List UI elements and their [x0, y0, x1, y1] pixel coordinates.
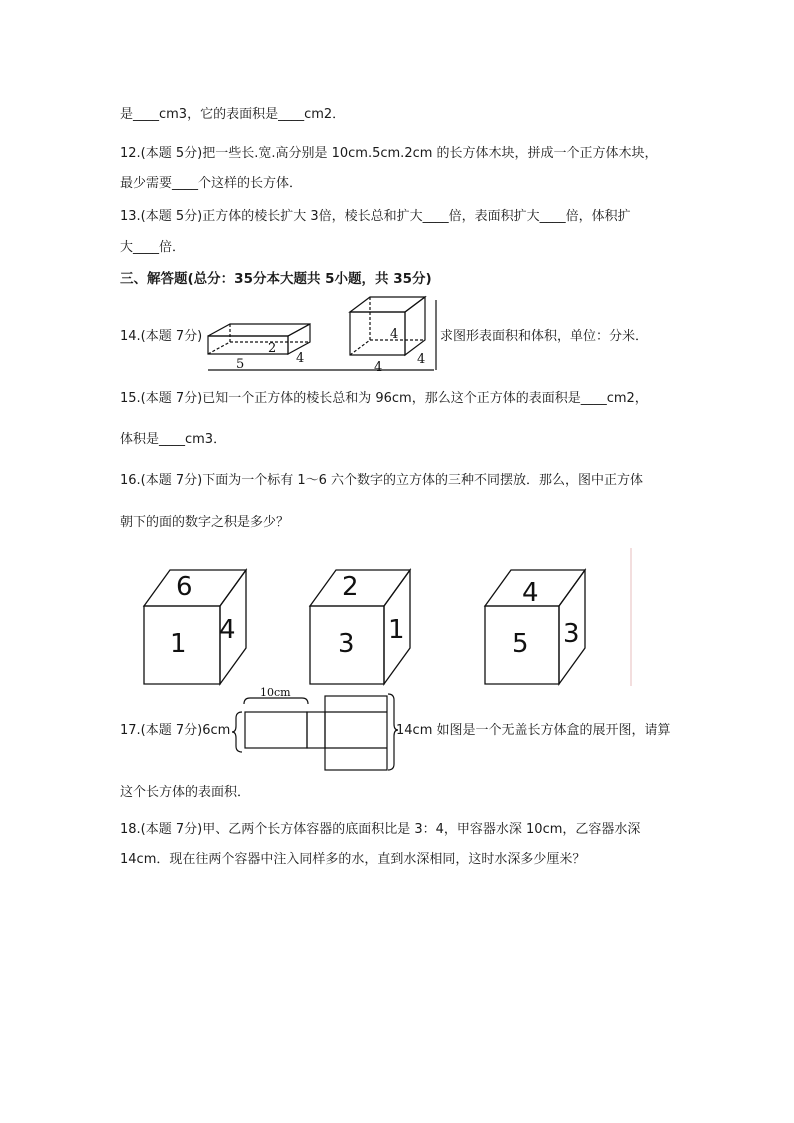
question-18-line1: 18.(本题 7分)甲、乙两个长方体容器的底面积比是 3：4，甲容器水深 10cm，乙容器水深 [120, 822, 641, 837]
question-17-suffix: 14cm 如图是一个无盖长方体盒的展开图，请算 [396, 723, 671, 738]
cuboid-top-face [208, 324, 310, 336]
question-13-line1: 13.(本题 5分)正方体的棱长扩大 3倍，棱长总和扩大____倍，表面积扩大____倍，体积扩 [120, 209, 631, 224]
section-3-heading: 三、解答题(总分：35分本大题共 5小题，共 35分) [120, 271, 432, 287]
die-1-front: 1 [170, 629, 187, 659]
cuboid-right-face [288, 324, 310, 354]
die-2-right: 1 [388, 615, 405, 645]
die-2-top: 2 [342, 572, 359, 602]
question-16-line2: 朝下的面的数字之积是多少？ [120, 515, 290, 530]
question-14-suffix: 求图形表面积和体积，单位：分米． [440, 329, 649, 344]
die-2-front: 3 [338, 629, 355, 659]
die-3-right: 3 [563, 619, 580, 649]
q11-continuation: 是____cm3，它的表面积是____cm2． [120, 107, 346, 122]
net-middle-strip [307, 712, 325, 748]
cube-top-face [350, 297, 425, 312]
cube-right-face [405, 297, 425, 355]
die-3-front: 5 [512, 629, 529, 659]
question-15-line1: 15.(本题 7分)已知一个正方体的棱长总和为 96cm，那么这个正方体的表面积是____cm2， [120, 391, 648, 406]
cube-front-label: 4 [374, 360, 383, 375]
die-1-top: 6 [176, 572, 193, 602]
question-16-line1: 16.(本题 7分)下面为一个标有 1～6 六个数字的立方体的三种不同摆放．那么，图中正方体 [120, 473, 644, 488]
cube-height-label: 4 [390, 327, 399, 342]
die-3-top: 4 [522, 578, 539, 608]
cuboid-width-label: 4 [296, 351, 305, 366]
question-17-line2: 这个长方体的表面积． [120, 785, 251, 800]
q14-figure [200, 292, 440, 376]
cube-side-label: 4 [417, 352, 426, 367]
cuboid-length-label: 5 [236, 357, 245, 372]
cuboid-height-label: 2 [268, 341, 277, 356]
question-18-line2: 14cm．现在往两个容器中注入同样多的水，直到水深相同，这时水深多少厘米？ [120, 852, 586, 867]
question-12-line2: 最少需要____个这样的长方体． [120, 176, 303, 191]
question-12-line1: 12.(本题 5分)把一些长.宽.高分别是 10cm.5cm.2cm 的长方体木块，拼成一个正方体木块， [120, 146, 658, 161]
question-14-prefix: 14.(本题 7分) [120, 329, 203, 344]
die-1-right: 4 [219, 615, 236, 645]
question-13-line2: 大____倍． [120, 240, 186, 255]
net-top-label: 10cm [260, 686, 291, 699]
net-center-column [325, 696, 387, 770]
q17-net-figure [232, 688, 402, 774]
q16-dice-figure [120, 548, 632, 686]
net-left-face [245, 712, 307, 748]
question-17-prefix: 17.(本题 7分)6cm [120, 723, 231, 738]
question-15-line2: 体积是____cm3． [120, 432, 227, 447]
